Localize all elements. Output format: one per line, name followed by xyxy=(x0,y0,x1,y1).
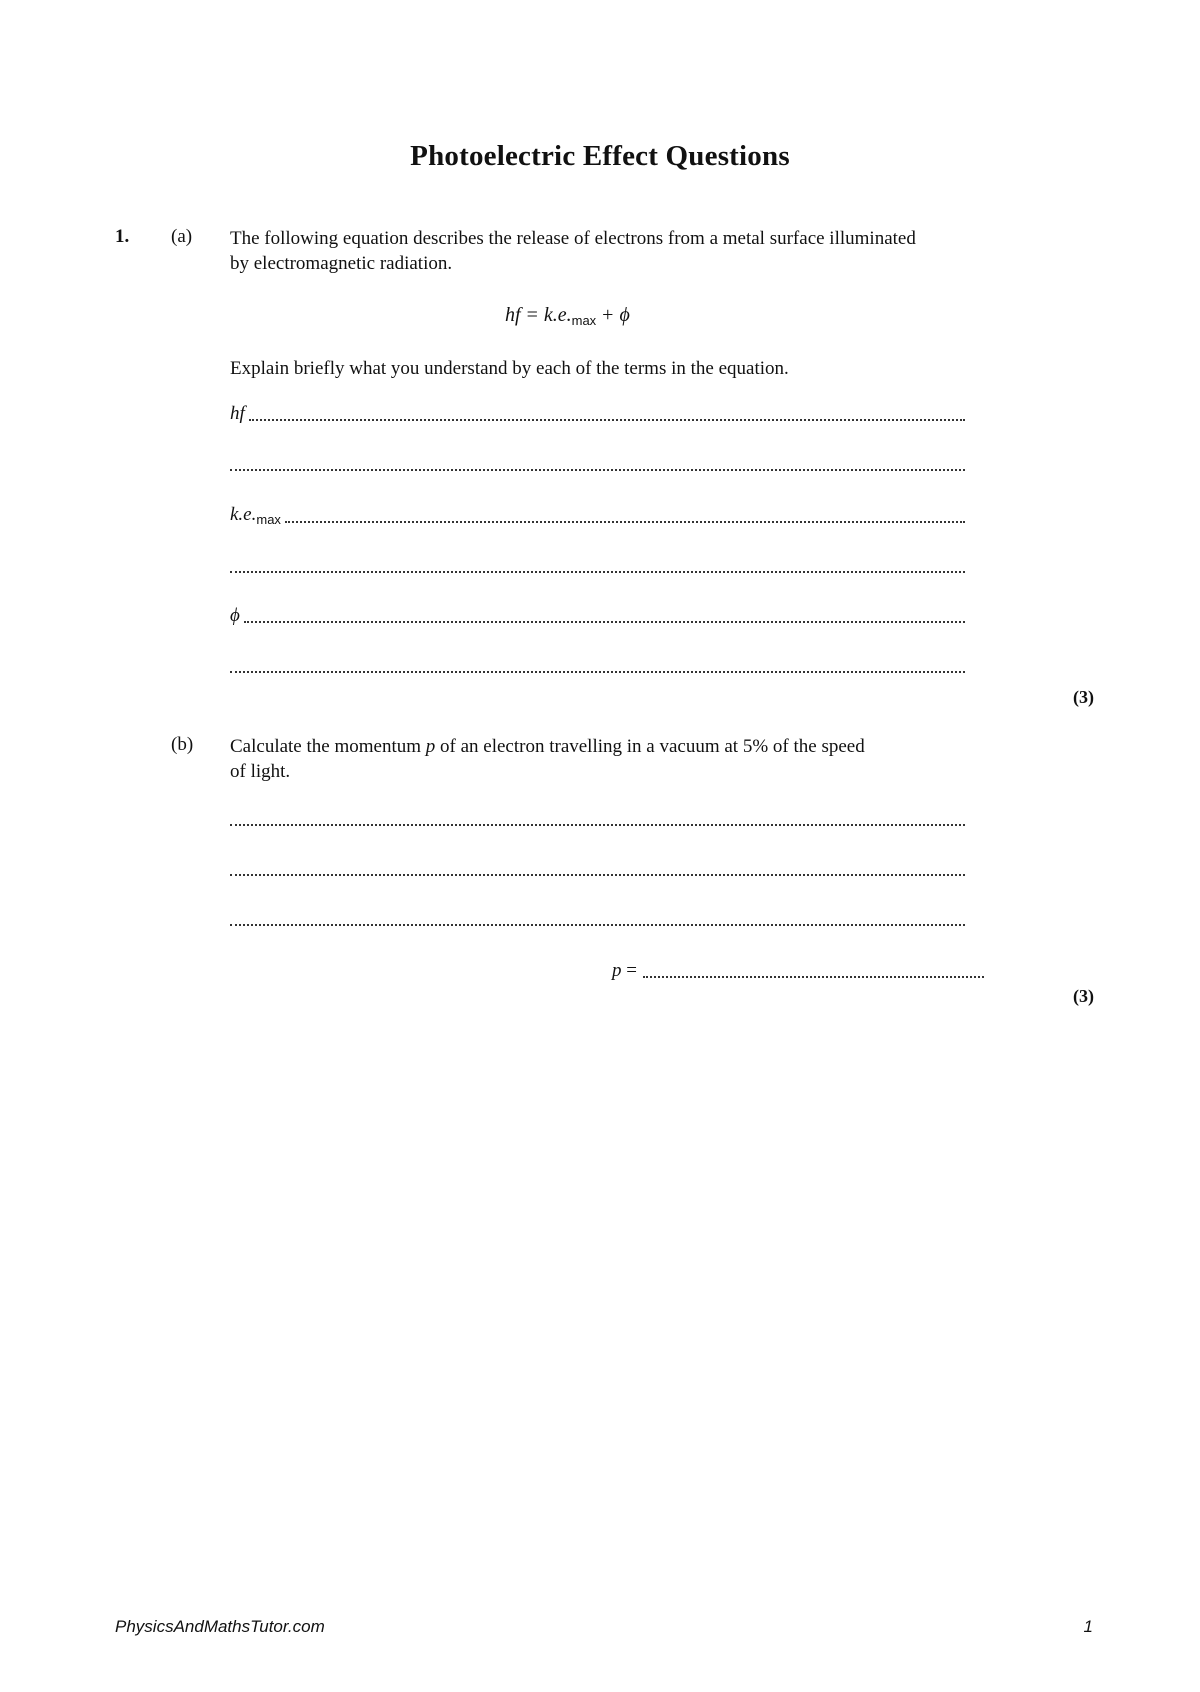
dotted-line xyxy=(643,975,984,978)
page-title: Photoelectric Effect Questions xyxy=(410,140,790,172)
answer-line-phi[interactable] xyxy=(230,605,965,627)
part-a-label: (a) xyxy=(171,226,193,247)
part-a-marks: (3) xyxy=(1073,687,1094,707)
dotted-line xyxy=(230,823,965,826)
question-number: 1. xyxy=(115,226,130,247)
answer-line-b-3[interactable] xyxy=(230,908,965,930)
dotted-line xyxy=(230,468,965,471)
part-a-intro-line2: by electromagnetic radiation. xyxy=(230,253,453,274)
equation-ke: k.e. xyxy=(543,304,572,326)
answer-line-ke-2[interactable] xyxy=(230,555,965,577)
part-b-marks: (3) xyxy=(1073,986,1094,1006)
result-eq: = xyxy=(626,960,637,981)
term-ke-sub: max xyxy=(256,512,281,527)
equation-equals: = xyxy=(526,304,538,326)
part-b-text-before: Calculate the momentum xyxy=(230,736,426,757)
answer-line-phi-2[interactable] xyxy=(230,655,965,677)
momentum-answer-field[interactable] xyxy=(612,960,984,982)
answer-line-hf[interactable] xyxy=(230,403,965,425)
dotted-line xyxy=(249,418,965,421)
photoelectric-equation xyxy=(505,304,630,328)
dotted-line xyxy=(230,570,965,573)
part-a-intro xyxy=(230,226,1060,276)
term-hf: hf xyxy=(230,403,245,424)
part-a-intro-line1: The following equation describes the release of electrons from a metal surface illuminated xyxy=(230,228,916,249)
footer-source: PhysicsAndMathsTutor.com xyxy=(115,1617,325,1636)
result-var: p xyxy=(612,960,622,981)
dotted-line xyxy=(230,670,965,673)
equation-ke-sub: max xyxy=(571,313,597,328)
answer-line-ke[interactable] xyxy=(230,505,965,527)
momentum-label xyxy=(612,960,637,982)
part-b-text-after: of an electron travelling in a vacuum at 5% of the speed xyxy=(435,736,865,757)
footer-page-number: 1 xyxy=(1083,1617,1093,1636)
equation-phi: ϕ xyxy=(619,304,630,326)
dotted-line xyxy=(230,923,965,926)
answer-line-hf-2[interactable] xyxy=(230,453,965,475)
term-ke-main: k.e. xyxy=(230,504,257,525)
part-b-line1 xyxy=(230,734,1060,759)
equation-lhs: hf xyxy=(505,304,521,326)
part-b-label: (b) xyxy=(171,734,194,755)
part-b-line2: of light. xyxy=(230,761,291,782)
term-ke xyxy=(230,504,281,527)
dotted-line xyxy=(244,620,965,623)
part-b-text xyxy=(230,734,1060,784)
part-b-var: p xyxy=(425,736,436,757)
equation-plus: + xyxy=(602,304,614,326)
part-a-instruction: Explain briefly what you understand by each of the terms in the equation. xyxy=(230,358,789,379)
dotted-line xyxy=(230,873,965,876)
term-phi: ϕ xyxy=(230,605,240,626)
answer-line-b-2[interactable] xyxy=(230,858,965,880)
dotted-line xyxy=(285,520,965,523)
answer-line-b-1[interactable] xyxy=(230,808,965,830)
